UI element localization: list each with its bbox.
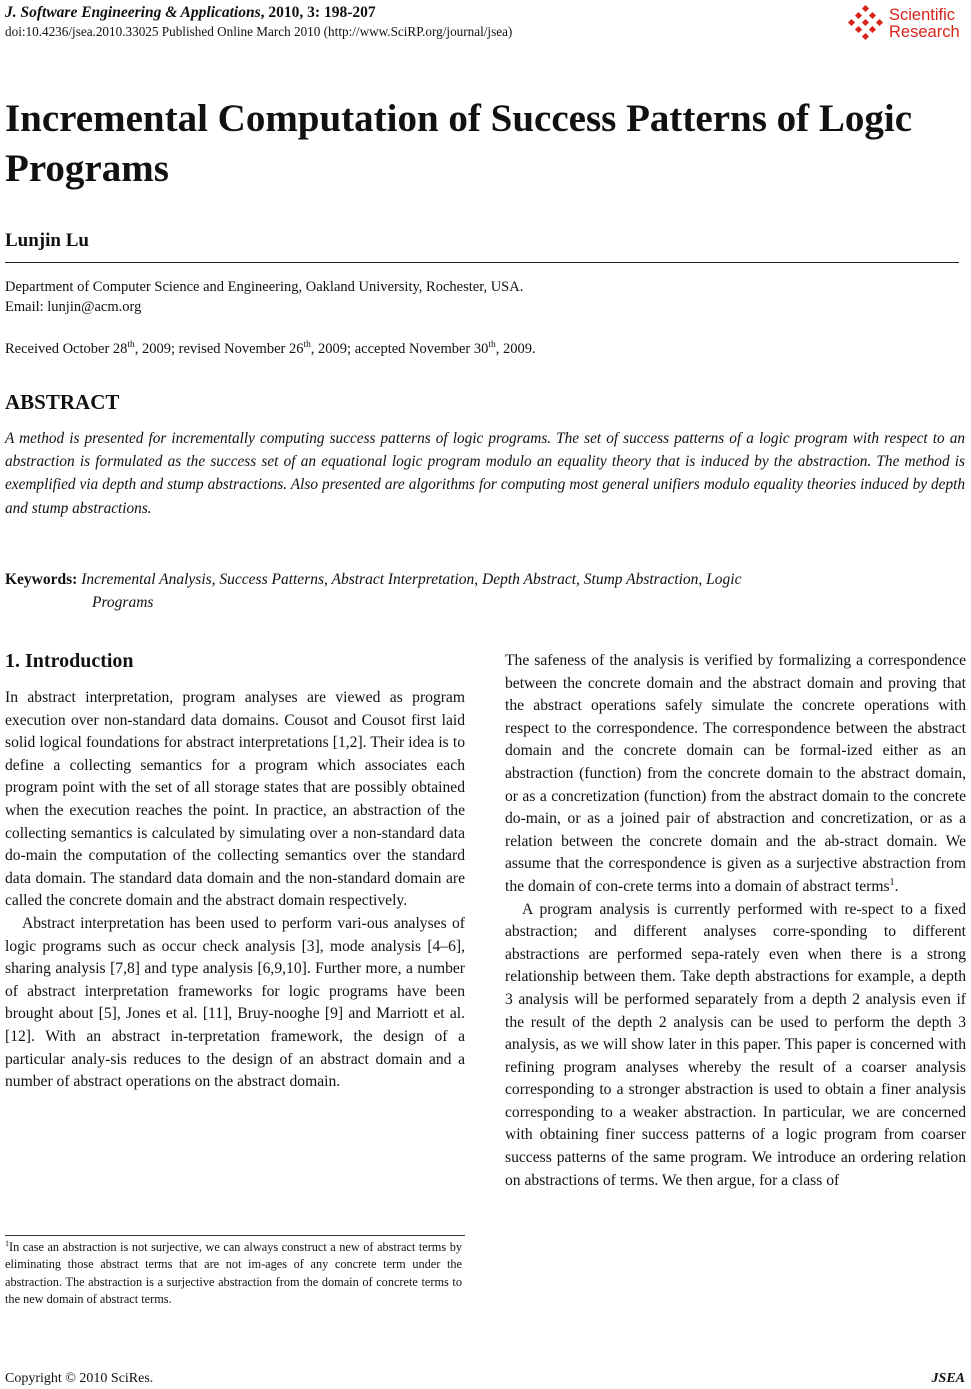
accepted-text: , 2009; accepted November 30 [310, 341, 489, 357]
footnote [5, 1239, 462, 1309]
logo-line-1: Scientific [889, 6, 956, 24]
copyright-footer: Copyright © 2010 SciRes. [5, 1371, 154, 1386]
journal-header [5, 4, 376, 22]
ordinal-suffix: th [303, 340, 311, 351]
paragraph: In abstract interpretation, program analyses are viewed as program execution over non-standard data domains. Cousot and Cousot first laid solid logical foundations for abstract interpretations [1,2]. Their idea is to define a collecting semantics for a program which associates each program point with the set of all storage states that are possibly obtained when the execution reaches the point. In practice, an abstraction of the collecting semantics is calculated by simulating over a non-standard data do-main the computation of the collecting semantics over the standard data domain. The standard data domain and the non-standard domain are called the concrete domain and the abstract domain respectively. [5, 689, 465, 910]
journal-name: J. Software Engineering & Applications [5, 4, 261, 21]
keywords-text: Incremental Analysis, Success Patterns, Abstract Interpretation, Depth Abstract, Stump Abstraction, Logic [81, 571, 742, 588]
received-end: , 2009. [495, 341, 536, 357]
keywords-label: Keywords [5, 571, 73, 588]
section-heading: 1. Introduction [5, 650, 134, 672]
journal-citation: , 2010, 3: 198-207 [260, 4, 376, 21]
paragraph-end: . [894, 877, 899, 895]
keywords: Keywords: Incremental Analysis, Success Patterns, Abstract Interpretation, Depth Abstract, Stump Abstraction, Logic Programs [5, 568, 965, 614]
keywords-continuation: Programs [92, 594, 154, 611]
publisher-logo [847, 2, 967, 46]
affiliation-block [5, 277, 523, 317]
received-text: Received October 28 [5, 341, 128, 357]
red-diamond-dots-logo-icon [847, 5, 885, 43]
logo-line-2: Research [889, 23, 960, 41]
title-rule [5, 262, 959, 263]
publisher-name [889, 7, 960, 41]
ordinal-suffix: th [488, 340, 496, 351]
left-column [5, 687, 465, 1094]
author-name: Lunjin Lu [5, 230, 89, 251]
email: Email: lunjin@acm.org [5, 299, 142, 315]
doi-line: doi:10.4236/jsea.2010.33025 Published Online March 2010 (http://www.SciRP.org/journal/jsea) [5, 24, 513, 39]
footnote-text: In case an abstraction is not surjective, we can always construct a new of abstract terms by eliminating those abstract terms that are not im-ages of any concrete term under the abstraction. The abstraction is a surjective abstraction from the domain of concrete terms to the new domain of abstract terms. [5, 1240, 462, 1307]
right-column [505, 650, 966, 1192]
footnote-marker: 1 [889, 876, 895, 888]
paragraph [505, 650, 966, 899]
paper-title: Incremental Computation of Success Patterns of Logic Programs [5, 97, 913, 190]
footnote-number: 1 [5, 1238, 9, 1248]
revised-text: , 2009; revised November 26 [134, 341, 304, 357]
paragraph: A program analysis is currently performed with re-spect to a fixed abstraction; and different analyses corre-sponding to different abstractions are performed sepa-rately even when there is a strong relationship between them. Take depth abstractions for example, a depth 3 analysis will be performed separately from a depth 2 analysis even if the result of the depth 2 analysis can be used to perform the depth 3 analysis, as we will show later in this paper. This paper is concerned with refining program analyses whereby the result of a coarser analysis corresponding to a stronger abstraction is used to obtain a finer analysis corresponding to a weaker abstraction. In particular, we are concerned with obtaining finer success patterns of a logic program from coarser success patterns of the same program. We introduce an ordering relation on abstractions of terms. We then argue, for a class of [505, 900, 966, 1189]
affiliation: Department of Computer Science and Engineering, Oakland University, Rochester, USA. [5, 279, 524, 295]
received-dates [5, 341, 536, 358]
abstract-text: A method is presented for incrementally computing success patterns of logic programs. The set of success patterns of a logic program with respect to an abstraction is formulated as the success set of an equational logic program modulo an equality theory that is induced by the abstraction. The method is exemplified via depth and stump abstractions. Also presented are algorithms for computing most general unifiers modulo equality theories induced by depth and stump abstractions. [5, 430, 965, 517]
footnote-rule [5, 1235, 465, 1236]
ordinal-suffix: th [127, 340, 135, 351]
journal-abbrev-footer: JSEA [931, 1371, 965, 1386]
paragraph-text: The safeness of the analysis is verified by formalizing a correspondence between the concrete domain and the abstract domain and proving that the abstract operations safely simulate the concrete operations with respect to the correspondence. The correspondence between the abstract domain and the concrete domain can be formal-ized either as an abstraction (function) from the concrete domain to the abstract domain, or as a concretization (function) from the abstract domain to the concrete do-main, or as a joined pair of abstraction and concretization, or as a relation between the concrete domain and the ab-stract domain. We assume that the correspondence is given as a surjective abstraction from the domain of con-crete terms into a domain of abstract terms [505, 652, 966, 895]
paragraph: Abstract interpretation has been used to perform vari-ous analyses of logic programs such as occur check analysis [3], mode analysis [4–6], sharing analysis [7,8] and type analysis [6,9,10]. Further more, a number of abstract interpretation frameworks for logic programs have been brought about [5], Jones et al. [11], Bruy-nooghe [9] and Marriott et al. [12]. With an abstract in-terpretation framework, the design of a particular analy-sis reduces to the design of an abstract domain and a number of abstract operations on the abstract domain. [5, 914, 465, 1091]
abstract-heading: ABSTRACT [5, 390, 120, 414]
